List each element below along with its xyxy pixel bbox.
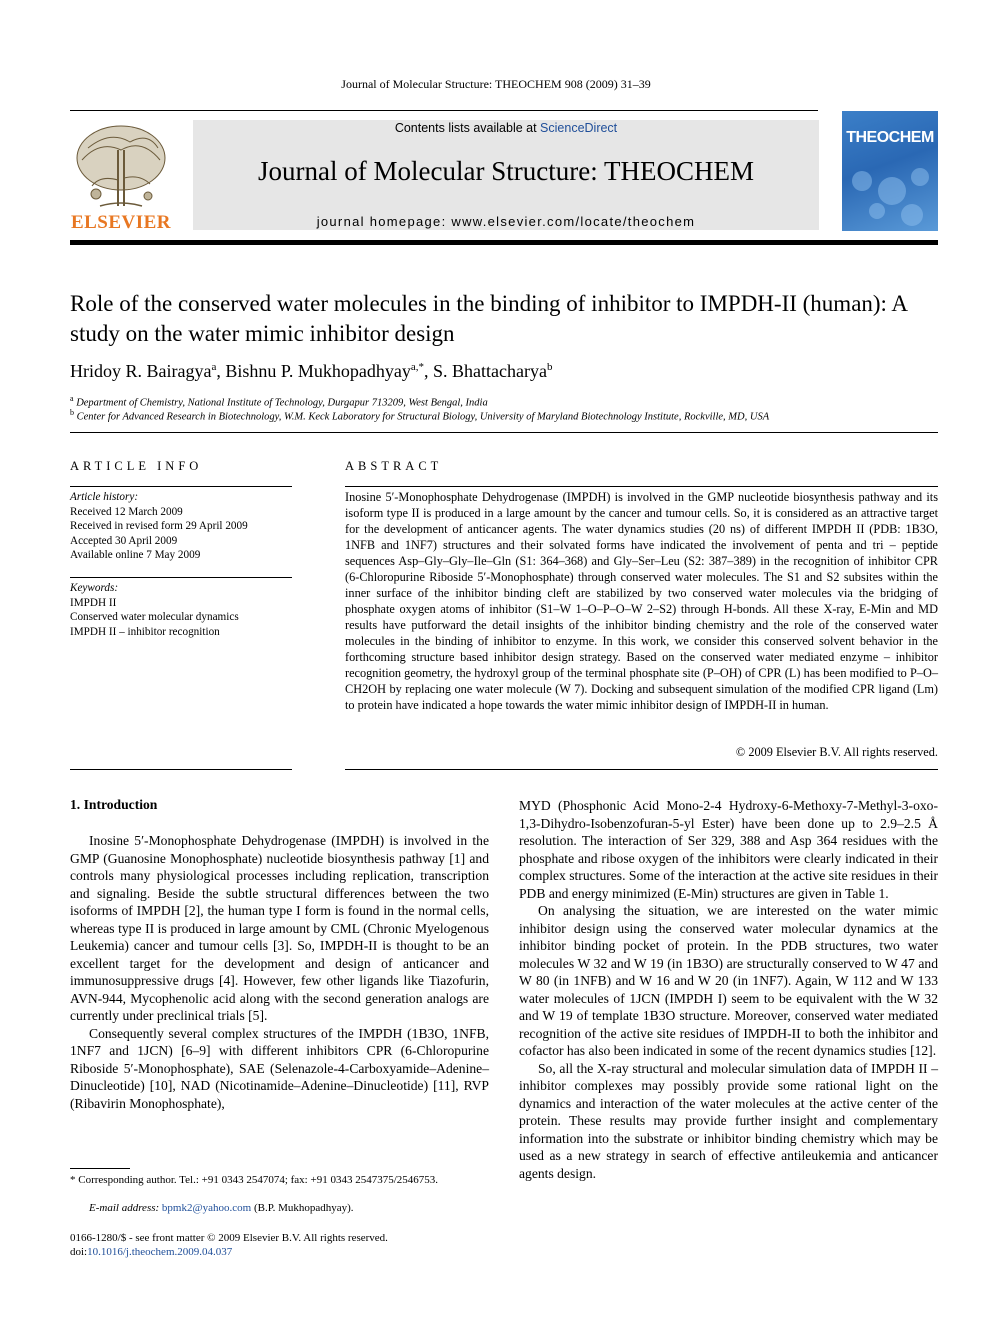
- history-item: Received in revised form 29 April 2009: [70, 520, 248, 532]
- intro-paragraph: On analysing the situation, we are interested on the water mimic inhibitor design using the conserved water molecular dynamics at the inhibitor binding pocket of protein. In the PDB structures, two water molecules W 32 and W 19 (in 1B3O) are structurally conserved to W 47 and W 80 (in 1NFB) and W 16 and W 20 (in 1NF7). Again, W 112 and W 133 water molecules of 1JCN (IMPDH I) seem to be equivalent with the W 32 and W 19 of template 1B3O structure. Moreover, conserved water mediated recognition of the active site residues of IMPDH-II to both the inhibitor and cofactor has also been indicated in some of the recent dynamics studies [12].: [519, 903, 938, 1058]
- author-list: Hridoy R. Bairagya$^a$, Bishnu P. Mukhopadhyay$^{a,*}$, S. Bhattacharya$^b$: [70, 361, 553, 381]
- history-item: Received 12 March 2009: [70, 505, 183, 518]
- publisher-wordmark: ELSEVIER: [70, 212, 172, 233]
- history-label: Article history:: [70, 491, 139, 503]
- keywords-label: Keywords:: [70, 582, 119, 594]
- affiliation-mark: b: [70, 408, 74, 417]
- keywords-block: [70, 581, 292, 639]
- abstract-heading: ABSTRACT: [345, 459, 443, 473]
- intro-paragraph: So, all the X-ray structural and molecular simulation data of IMPDH II – inhibitor complexes may possibly provide some rational light on the dynamics and interaction of the water molecules at the active center of the protein. These results may provide further insight and complementary information into the substrate or inhibitor binding chemistry which may be used as a new strategy in search of effective antileukemia and anticancer agents design.: [519, 1060, 938, 1181]
- author-affil-mark: a: [211, 361, 217, 373]
- doi-label: doi:: [70, 1246, 88, 1258]
- keyword-item: IMPDH II: [70, 596, 117, 609]
- abstract-rule: [345, 486, 938, 487]
- intro-paragraph: MYD (Phosphonic Acid Mono-2-4 Hydroxy-6-Methoxy-7-Methyl-3-oxo-1,3-Dihydro-Isobenzofuran-5-yl Ester) have been done up to 2.9–2.5 Å resolution. The interaction of Ser 329, 388 and Asp 364 residues with the phosphate and ribose oxygen of the inhibitors were clearly indicated in their complex structures. Some of the interaction at the active site residues in their PDB and energy minimized (E-Min) structures are given in Table 1.: [519, 798, 938, 901]
- journal-title: Journal of Molecular Structure: THEOCHEM: [258, 156, 754, 186]
- journal-homepage[interactable]: journal homepage: www.elsevier.com/locate/theochem: [316, 214, 696, 229]
- email-label: E-mail address:: [89, 1202, 162, 1214]
- author-affil-mark: a,*: [410, 361, 425, 373]
- article-info-bottom-rule: [70, 769, 292, 770]
- contents-prefix: Contents lists available at: [394, 121, 541, 135]
- doi-line: [70, 1245, 489, 1259]
- affiliation-b: [70, 408, 938, 423]
- history-item: Available online 7 May 2009: [70, 549, 201, 561]
- affiliation-text: Department of Chemistry, National Institute of Technology, Durgapur 713209, West Bengal, India: [76, 397, 488, 409]
- cover-title: THEOCHEM: [846, 129, 934, 146]
- history-item: Accepted 30 April 2009: [70, 534, 178, 547]
- header-top-rule: [70, 110, 818, 111]
- affiliation-mark: a: [70, 394, 74, 403]
- author-name[interactable]: Bishnu P. Mukhopadhyay: [225, 361, 411, 381]
- author-affil-mark: b: [546, 361, 553, 373]
- author-name[interactable]: S. Bhattacharya: [433, 361, 547, 381]
- article-title: Role of the conserved water molecules in the binding of inhibitor to IMPDH-II (human): A study on the water mimic inhibitor design: [70, 291, 907, 346]
- author-name[interactable]: Hridoy R. Bairagya: [70, 361, 212, 381]
- introduction-heading: 1. Introduction: [70, 797, 158, 812]
- email-link[interactable]: bpmk2@yahoo.com: [161, 1202, 252, 1214]
- corresponding-author-note: * Corresponding author. Tel.: +91 0343 2547074; fax: +91 0343 2547375/2546753.: [70, 1174, 438, 1186]
- cover-pattern-icon: [842, 111, 938, 231]
- affiliation-rule: [70, 432, 938, 433]
- intro-paragraph: Consequently several complex structures of the IMPDH (1B3O, 1NFB, 1NF7 and 1JCN) [6–9] with different inhibitors CPR (6-Chloropurine Riboside 5′-Monophosphate), SAE (Selenazole-4-Carboxyamide–Adenine–Dinucleotide) [10], NAD (Nicotinamide–Adenine–Dinucleotide) [11], RVP (Ribavirin Monophosphate),: [70, 1025, 489, 1111]
- keyword-item: IMPDH II – inhibitor recognition: [70, 625, 220, 638]
- affiliation-a: [70, 394, 938, 409]
- keywords-rule: [70, 577, 292, 578]
- article-history: [70, 490, 292, 563]
- doi-link[interactable]: 10.1016/j.theochem.2009.04.037: [87, 1246, 233, 1258]
- email-note: [70, 1201, 489, 1215]
- elsevier-logo[interactable]: [70, 120, 172, 232]
- article-info-heading: ARTICLE INFO: [70, 459, 203, 473]
- email-suffix: (B.P. Mukhopadhyay).: [251, 1202, 354, 1214]
- footnote-rule: [70, 1168, 130, 1169]
- intro-paragraph: Inosine 5′-Monophosphate Dehydrogenase (IMPDH) is involved in the GMP (Guanosine Monophosphate) nucleotide biosynthesis pathway [1] and controls many physiological processes including replication, transcription and signaling. Beside the subtle structural differences between the two isoforms of IMPDH [2], the human type I form is found in the normal cells, whereas type II is produced in large amount by CML (Chronic Myelogenous Leukemia) cancer and tumour cells [3]. So, IMPDH-II is thought to be an excellent target for the development and design of anticancer and immunosuppressive drugs [4]. However, few other ligands like Tiazofurin, AVN-944, Mycophenolic acid along with the second generation analogs are currently under preclinical trials [5].: [70, 833, 489, 1023]
- abstract-copyright: © 2009 Elsevier B.V. All rights reserved.: [735, 745, 938, 759]
- sciencedirect-link[interactable]: ScienceDirect: [540, 121, 618, 135]
- affiliation-text: Center for Advanced Research in Biotechnology, W.M. Keck Laboratory for Structural Biology, University of Maryland Biotechnology Institute, Rockville, MD, USA: [76, 411, 770, 423]
- contents-line: [193, 121, 819, 135]
- intro-left-column: [70, 832, 489, 1112]
- intro-right-column: [519, 797, 938, 1182]
- front-matter-issn: 0166-1280/$ - see front matter © 2009 Elsevier B.V. All rights reserved.: [70, 1232, 388, 1244]
- journal-cover-image[interactable]: [842, 111, 938, 231]
- masthead-thick-rule: [70, 240, 938, 245]
- abstract-text: Inosine 5′-Monophosphate Dehydrogenase (IMPDH) is involved in the GMP nucleotide biosynthesis pathway and its isoform type II is produced in a large amount by the cancer and tumour cells. So, it is considered as an attractive target for the development of anticancer agents. The water dynamics studies (20 ns) of different IMPDH II (PDB: 1B3O, 1NFB and 1NF7) structures and their solvated forms have indicated the involvement of penta and tri – peptide sequences Asp–Gly–Gly–Ile–Gln (S1: 364–368) and Gly–Ser–Leu (S2: 387–389) in the recognition of inhibitor CPR (6-Chloropurine Riboside 5′-Monophosphate) through conserved water molecules. The S1 and S2 subsites within the inner surface of the inhibitor binding cleft are stabilized by two conserved water molecules via the bridging of phosphate oxygen atoms of inhibitor (S1–W 1–O–P–O–W 2–S2) through H-bonds. All these X-ray, E-Min and MD results have putforward the detail insights of the inhibitor binding chemistry and the role of the conserved water molecules in the binding of inhibitor to enzyme. In this work, we consider this conserved solvent behavior in the forthcoming structure based inhibitor design strategy. Based on the conserved water mediated enzyme – inhibitor recognition geometry, the hydroxyl group of the terminal phosphate site (P–OH) of CPR (L) has been modified to P–O–CH2OH by replacing one water molecule (W 7). Docking and subsequent simulation of the modified CPR ligand (Lm) to protein have indicated a hope towards the water mimic inhibitor design of IMPDH-II in human.: [345, 490, 938, 712]
- article-info-rule: [70, 486, 292, 487]
- abstract-bottom-rule: [345, 769, 938, 770]
- running-head: Journal of Molecular Structure: THEOCHEM 908 (2009) 31–39: [341, 77, 651, 91]
- keyword-item: Conserved water molecular dynamics: [70, 611, 239, 623]
